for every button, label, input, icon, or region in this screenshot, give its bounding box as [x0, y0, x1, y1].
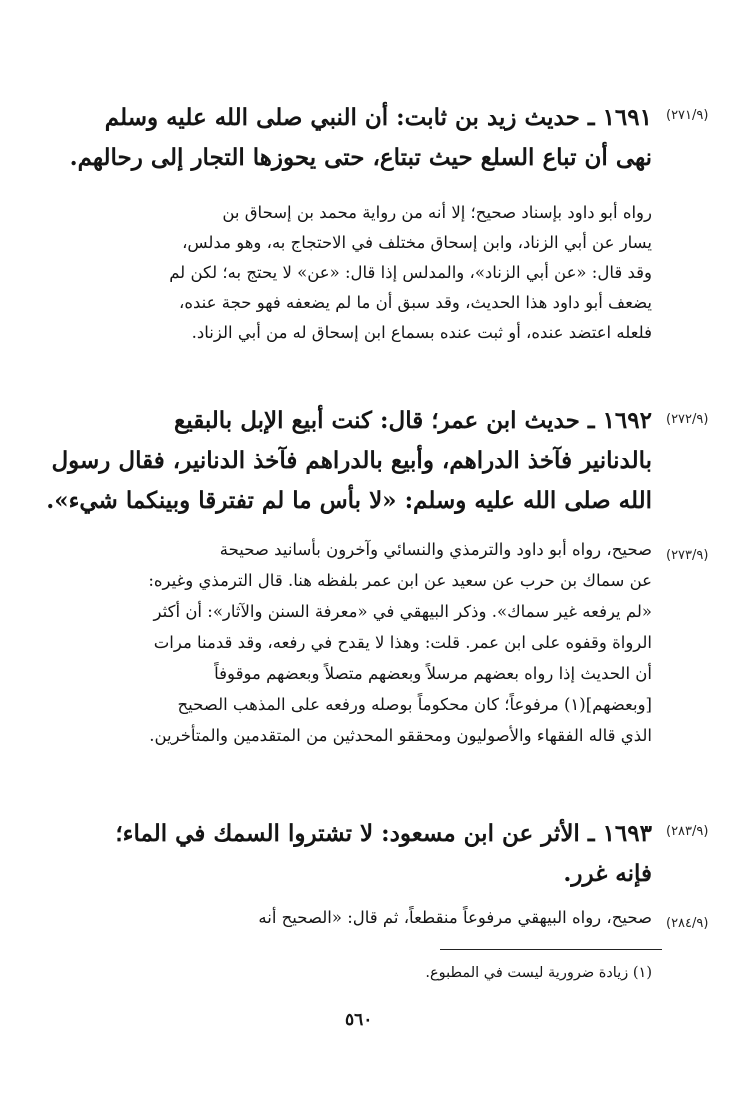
- hadith-1692-line-1: ١٦٩٢ ـ حديث ابن عمر؛ قال: كنت أبيع الإبل بالبقيع: [174, 407, 652, 434]
- hadith-1691-line-2: نهى أن تباع السلع حيث تبتاع، حتى يحوزها التجار إلى رحالهم.: [69, 144, 652, 171]
- commentary-1691-line-1: رواه أبو داود بإسناد صحيح؛ إلا أنه من رواية محمد بن إسحاق بن: [222, 203, 652, 222]
- volume-page-ref: (٢٧٣/٩): [666, 548, 709, 563]
- athar-1693-line-2: فإنه غرر.: [563, 860, 652, 887]
- hadith-1691-line-1: ١٦٩١ ـ حديث زيد بن ثابت: أن النبي صلى الله عليه وسلم: [104, 104, 652, 131]
- commentary-1692-line-2: عن سماك بن حرب عن سعيد عن ابن عمر بلفظه هنا. قال الترمذي وغيره:: [148, 571, 652, 590]
- commentary-1692-line-6: [وبعضهم](١) مرفوعاً؛ كان محكوماً بوصله ورفعه على المذهب الصحيح: [177, 695, 652, 714]
- commentary-1692-line-7: الذي قاله الفقهاء والأصوليون ومحققو المحدثين من المتقدمين والمتأخرين.: [149, 726, 652, 745]
- commentary-1692-line-4: الرواة وقفوه على ابن عمر. قلت: وهذا لا يقدح في رفعه، وقد قدمنا مرات: [153, 633, 652, 652]
- athar-1693-line-1: ١٦٩٣ ـ الأثر عن ابن مسعود: لا تشتروا السمك في الماء؛: [115, 820, 652, 847]
- footnote-separator: [440, 949, 662, 950]
- commentary-1692-line-5: أن الحديث إذا رواه بعضهم مرسلاً وبعضهم متصلاً وبعضهم موقوفاً: [214, 664, 652, 683]
- hadith-1692-line-3: الله صلى الله عليه وسلم: «لا بأس ما لم تفترقا وبينكما شيء».: [46, 487, 652, 514]
- commentary-1691-line-4: يضعف أبو داود هذا الحديث، وقد سبق أن ما لم يضعفه فهو حجة عنده،: [179, 293, 652, 312]
- commentary-1691-line-5: فلعله اعتضد عنده، أو ثبت عنده بسماع ابن إسحاق له من أبي الزناد.: [191, 323, 652, 342]
- volume-page-ref: (٢٧٢/٩): [666, 412, 709, 427]
- volume-page-ref: (٢٨٣/٩): [666, 824, 709, 839]
- commentary-1693-line-1: صحيح، رواه البيهقي مرفوعاً منقطعاً، ثم قال: «الصحيح أنه: [258, 908, 652, 927]
- volume-page-ref: (٢٨٤/٩): [666, 916, 709, 931]
- commentary-1691-line-3: وقد قال: «عن أبي الزناد»، والمدلس إذا قال: «عن» لا يحتج به؛ لكن لم: [169, 263, 652, 282]
- commentary-1692-line-3: «لم يرفعه غير سماك». وذكر البيهقي في «معرفة السنن والآثار»: أن أكثر: [153, 602, 652, 621]
- footnote: (١) زيادة ضرورية ليست في المطبوع.: [425, 965, 652, 981]
- volume-page-ref: (٢٧١/٩): [666, 108, 709, 123]
- commentary-1692-line-1: صحيح، رواه أبو داود والترمذي والنسائي وآخرون بأسانيد صحيحة: [219, 540, 652, 559]
- hadith-1692-line-2: بالدنانير فآخذ الدراهم، وأبيع بالدراهم فآخذ الدنانير، فقال رسول: [51, 447, 652, 474]
- page-number: ٥٦٠: [345, 1010, 373, 1030]
- commentary-1691-line-2: يسار عن أبي الزناد، وابن إسحاق مختلف في الاحتجاج به، وهو مدلس،: [182, 233, 652, 252]
